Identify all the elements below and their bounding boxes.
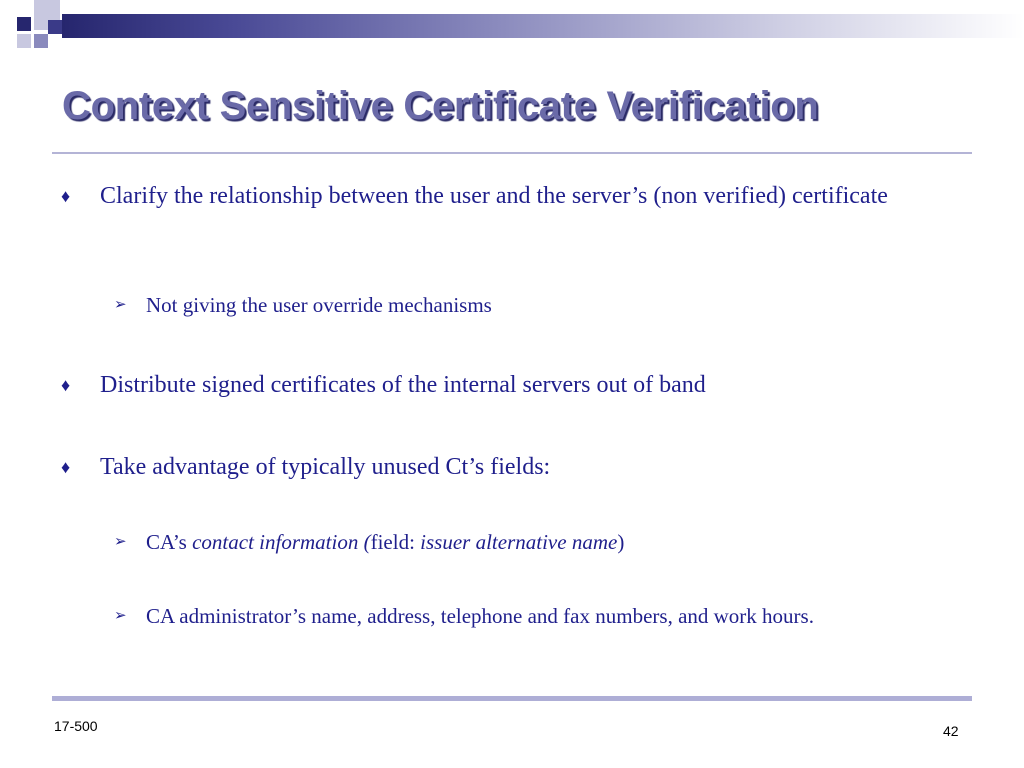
bullet-item xyxy=(61,451,960,484)
sub-bullet-text-italic: contact information ( xyxy=(192,530,371,554)
header-square-light xyxy=(17,34,31,48)
course-code: 17-500 xyxy=(54,718,98,734)
bullet-item xyxy=(61,180,960,213)
sub-bullet-text-part: CA’s xyxy=(146,530,193,554)
arrow-bullet-icon: ➢ xyxy=(114,297,127,313)
title-divider xyxy=(52,152,972,154)
arrow-bullet-icon: ➢ xyxy=(114,608,127,624)
bullet-text: Distribute signed certificates of the internal servers out of band xyxy=(100,372,706,398)
slide-title: Context Sensitive Certificate Verification xyxy=(62,84,819,128)
arrow-bullet-icon: ➢ xyxy=(114,534,127,550)
sub-bullet-text-part: field: xyxy=(370,530,421,554)
footer-divider xyxy=(52,696,972,701)
diamond-bullet-icon: ♦ xyxy=(61,457,71,477)
header-square-mid xyxy=(34,34,48,48)
header-gradient-bar xyxy=(62,14,1024,38)
diamond-bullet-icon: ♦ xyxy=(61,186,71,206)
header-square-dark xyxy=(17,17,31,31)
bullet-text: Take advantage of typically unused Ct’s fields: xyxy=(100,454,551,480)
sub-bullet-text-part: ) xyxy=(617,530,625,554)
diamond-bullet-icon: ♦ xyxy=(61,375,71,395)
sub-bullet-text: Not giving the user override mechanisms xyxy=(146,293,492,317)
bullet-item xyxy=(61,369,960,402)
sub-bullet-text-italic: issuer alternative name xyxy=(420,530,618,554)
sub-bullet-text: CA administrator’s name, address, telephone and fax numbers, and work hours. xyxy=(146,604,814,628)
sub-bullet-item xyxy=(114,601,966,631)
page-number: 42 xyxy=(943,723,959,739)
sub-bullet-item xyxy=(114,290,966,320)
bullet-text: Clarify the relationship between the user and the server’s (non verified) certificate xyxy=(100,183,888,209)
sub-bullet-item xyxy=(114,527,966,557)
header-square-dark xyxy=(48,20,62,34)
